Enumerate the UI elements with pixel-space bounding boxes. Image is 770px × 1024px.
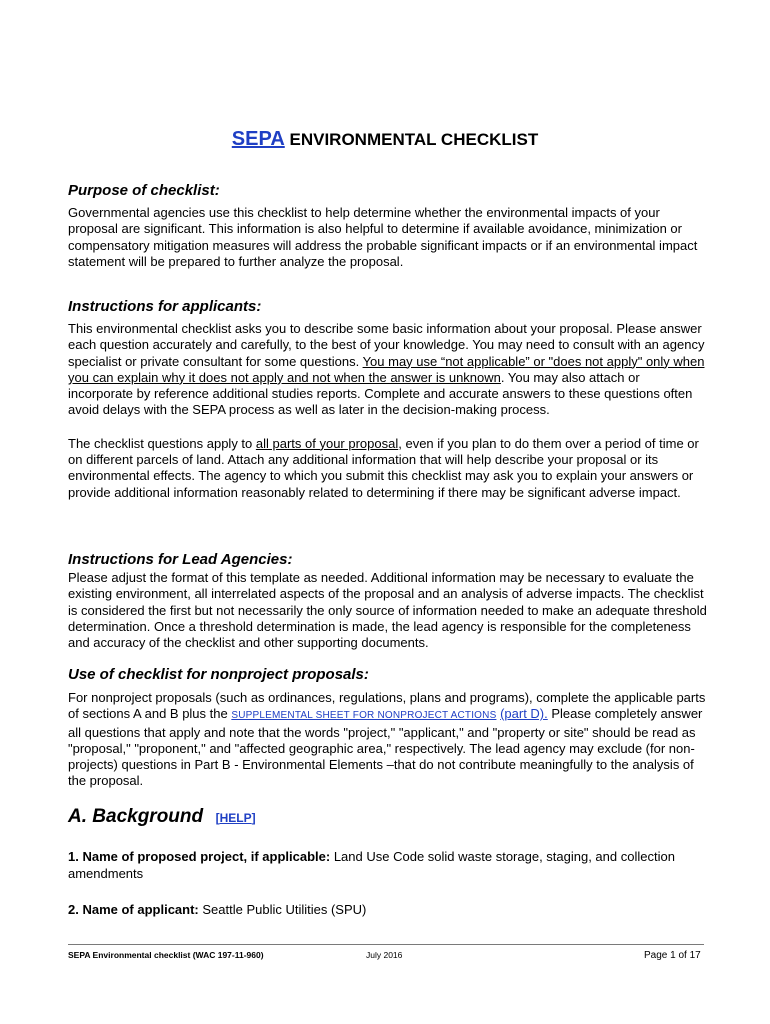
q2-label: 2. Name of applicant: xyxy=(68,902,199,917)
help-link[interactable]: [HELP] xyxy=(215,811,256,825)
applicants-p1-text-b: . You may also attach or incorporate by reference additional studies reports. Complete and accurate answers to these questions often avoid delays with the SEPA process as well as later in the decision-making process. xyxy=(68,369,693,418)
help-label[interactable]: HELP xyxy=(219,811,252,825)
purpose-text: Governmental agencies use this checklist to help determine whether the environmental impacts of your proposal are significant. This information is also helpful to determine if available avoidance, minimization or compensatory mitigation measures will address the probable significant impacts or if an environmental impact statement will be prepared to further analyze the proposal. xyxy=(68,205,698,269)
nonproject-text-a: For nonproject proposals (such as ordinances, regulations, plans and programs), complete the applicable parts of sections A and B plus the xyxy=(68,690,706,722)
footer-divider xyxy=(68,944,704,945)
footer-left: SEPA Environmental checklist (WAC 197-11-960) xyxy=(68,950,264,960)
applicants-p2-underlined: all parts of your proposal xyxy=(255,435,399,451)
footer-date: July 2016 xyxy=(366,950,403,960)
page-title xyxy=(0,128,770,151)
lead-text: Please adjust the format of this template as needed. Additional information may be necessary to evaluate the existing environment, all interrelated aspects of the proposal and an analysis of adverse impacts. The checklist is considered the first but not necessarily the only source of information needed to make an adequate threshold determination. Once a threshold determination is made, the lead agency is responsible for the completeness and accuracy of the checklist and other supporting documents. xyxy=(68,570,707,651)
background-heading: A. Background xyxy=(68,806,204,827)
question-2 xyxy=(68,901,708,918)
nonproject-heading: Use of checklist for nonproject proposals: xyxy=(68,666,369,683)
sepa-link[interactable]: SEPA xyxy=(231,128,285,150)
q1-label: 1. Name of proposed project, if applicable: xyxy=(68,849,331,864)
background-heading-row xyxy=(68,806,708,828)
applicants-heading: Instructions for applicants: xyxy=(68,298,262,315)
applicants-p1-text-a: This environmental checklist asks you to describe some basic information about your proposal. Please answer each question accurately and carefully, to the best of your knowledge. You may need to consult with an agency specialist or private consultant for some questions. xyxy=(68,321,705,369)
title-rest: ENVIRONMENTAL CHECKLIST xyxy=(289,130,539,149)
nonproject-text-b: Please completely answer all questions that apply and note that the words "project," "applicant," and "property or site" should be read as "proposal," "proponent," and "affected geographic area," respectively. The lead agency may exclude (for non-projects) questions in Part B - Environmental Elements –that do not contribute meaningfully to the analysis of the proposal. xyxy=(68,706,703,789)
supplemental-sheet-link[interactable]: SUPPLEMENTAL SHEET FOR NONPROJECT ACTIONS xyxy=(231,710,497,722)
purpose-section xyxy=(68,182,708,270)
applicants-p2-text-b: , even if you plan to do them over a period of time or on different parcels of land. Attach any additional information that will help describe your proposal or its environmental effects. The agency to which you submit this checklist may ask you to explain your answers or provide additional information reasonably related to determining if there may be significant adverse impact. xyxy=(68,435,699,500)
purpose-heading: Purpose of checklist: xyxy=(68,182,220,199)
lead-agencies-section xyxy=(68,551,708,651)
applicants-p2-text-a: The checklist questions apply to xyxy=(68,435,256,451)
question-1 xyxy=(68,848,708,882)
nonproject-text xyxy=(68,690,708,790)
q2-answer: Seattle Public Utilities (SPU) xyxy=(198,902,367,917)
nonproject-section xyxy=(68,666,708,790)
lead-heading: Instructions for Lead Agencies: xyxy=(68,551,293,568)
applicants-paragraph-1 xyxy=(68,321,708,419)
q1-answer: Land Use Code solid waste storage, staging, and collection amendments xyxy=(68,849,675,881)
part-d-link[interactable]: (part D). xyxy=(500,706,548,722)
applicants-paragraph-2 xyxy=(68,436,708,501)
applicants-p1-underlined: You may use “not applicable” or "does not apply" only when you can explain why it does not apply and not when the answer is unknown xyxy=(68,353,705,385)
footer-page: Page 1 of 17 xyxy=(644,950,701,961)
background-section xyxy=(68,806,708,918)
applicants-section xyxy=(68,298,708,501)
